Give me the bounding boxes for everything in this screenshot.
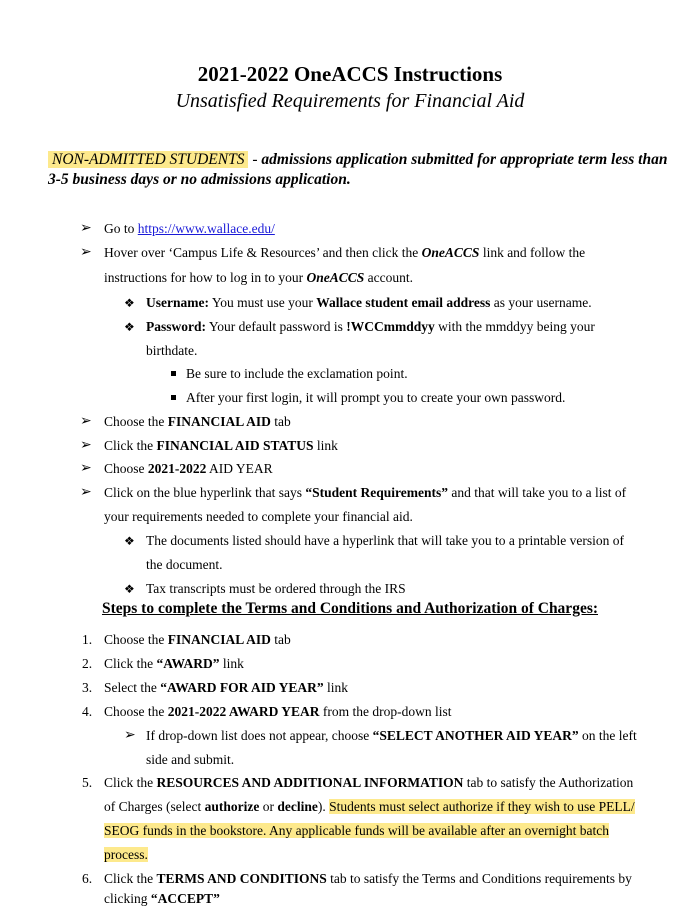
arrow-bullet-icon: ➢	[80, 414, 92, 429]
award-year-value-text: 2021-2022 AWARD YEAR	[167, 704, 320, 719]
numbered-step-6-line2	[104, 891, 220, 907]
numbered-step-5-line1	[104, 775, 633, 791]
number-6: 6.	[82, 871, 93, 886]
diamond-bullet-icon: ❖	[124, 296, 135, 310]
step4-sub-line2: side and submit.	[146, 752, 235, 767]
step-text: ).	[317, 799, 330, 814]
password-label: Password:	[146, 319, 206, 334]
step-text: tab	[270, 632, 291, 647]
numbered-step-5-line3	[104, 823, 609, 839]
step-text: tab to satisfy the Terms and Conditions requirements by	[326, 871, 632, 886]
username-line	[146, 295, 592, 311]
step-text: from the drop-down list	[319, 704, 452, 719]
step-text: Choose the	[104, 704, 168, 719]
arrow-bullet-icon: ➢	[124, 728, 136, 743]
step-choose-fa	[104, 414, 291, 430]
docs-line1: The documents listed should have a hyperlink that will take you to a printable version of	[146, 533, 625, 548]
step-text: If drop-down list does not appear, choose	[146, 728, 373, 743]
step-click-status	[104, 438, 338, 454]
wallace-link[interactable]: https://www.wallace.edu/	[137, 221, 275, 236]
docs-line2: the document.	[146, 557, 223, 572]
step-text: link and follow the	[479, 245, 586, 260]
step-text: on the left	[578, 728, 637, 743]
step-text: or	[259, 799, 278, 814]
diamond-bullet-icon: ❖	[124, 582, 135, 596]
step-text: with the mmddyy being your	[434, 319, 595, 334]
step-text: Click the	[104, 871, 157, 886]
step-text: Choose the	[104, 632, 168, 647]
step-text: Click the	[104, 775, 157, 790]
step-text: Click on the blue hyperlink that says	[104, 485, 306, 500]
step4-sub-line1	[146, 728, 637, 744]
step-click-blue-line2: your requirements needed to complete your financial aid.	[104, 509, 413, 524]
numbered-step-5-line4	[104, 847, 148, 863]
step-text: AID YEAR	[206, 461, 273, 476]
step-choose-year	[104, 461, 273, 477]
sub-bullet-first-login: After your first login, it will prompt you to create your own password.	[186, 390, 566, 405]
sub-bullet-exclamation: Be sure to include the exclamation point.	[186, 366, 408, 381]
fa-tab-text: FINANCIAL AID	[167, 414, 271, 429]
fa-status-text: FINANCIAL AID STATUS	[156, 438, 314, 453]
oneaccs-text: OneACCS	[306, 270, 365, 285]
step-text: Click the	[104, 438, 157, 453]
step-text: Your default password is	[206, 319, 347, 334]
step-text: Choose the	[104, 414, 168, 429]
document-subtitle: Unsatisfied Requirements for Financial Aid	[175, 90, 525, 112]
award-text: “AWARD”	[156, 656, 220, 671]
step-text: Hover over ‘Campus Life & Resources’ and then click the	[104, 245, 422, 260]
step-text: instructions for how to log in to your	[104, 270, 307, 285]
email-text: Wallace student email address	[316, 295, 491, 310]
password-line	[146, 319, 595, 335]
diamond-bullet-icon: ❖	[124, 320, 135, 334]
step-text: tab to satisfy the Authorization	[463, 775, 634, 790]
award-year-text: “AWARD FOR AID YEAR”	[160, 680, 324, 695]
step-text: as your username.	[490, 295, 592, 310]
highlighted-note: SEOG funds in the bookstore. Any applicable funds will be available after an overnight batch	[104, 823, 609, 838]
step-text: of Charges (select	[104, 799, 205, 814]
step-hover-line1	[104, 245, 585, 261]
number-3: 3.	[82, 680, 93, 695]
student-requirements-text: “Student Requirements”	[305, 485, 448, 500]
step-text: Select the	[104, 680, 161, 695]
highlighted-note: Students must select authorize if they wish to use PELL/	[329, 799, 635, 814]
document-title: 2021-2022 OneACCS Instructions	[197, 62, 503, 86]
oneaccs-text: OneACCS	[421, 245, 480, 260]
resources-tab-text: RESOURCES AND ADDITIONAL INFORMATION	[156, 775, 464, 790]
number-2: 2.	[82, 656, 93, 671]
step-text: clicking	[104, 891, 151, 906]
non-admitted-description: admissions application submitted for appropriate term less than 3-5 business days or no admissions application.	[48, 151, 668, 188]
non-admitted-paragraph	[48, 150, 668, 190]
step-text: link	[313, 438, 338, 453]
year-text: 2021-2022	[147, 461, 207, 476]
arrow-bullet-icon: ➢	[80, 245, 92, 260]
decline-text: decline	[277, 799, 318, 814]
arrow-bullet-icon: ➢	[80, 461, 92, 476]
step-text: Click the	[104, 656, 157, 671]
numbered-step-4	[104, 704, 452, 720]
tax-line: Tax transcripts must be ordered through the IRS	[146, 581, 406, 596]
step-text: tab	[270, 414, 291, 429]
diamond-bullet-icon: ❖	[124, 534, 135, 548]
terms-tab-text: TERMS AND CONDITIONS	[156, 871, 327, 886]
step-text: Go to	[104, 221, 138, 236]
highlighted-note: process.	[104, 847, 148, 862]
fa-tab-text: FINANCIAL AID	[167, 632, 271, 647]
numbered-step-5-line2	[104, 799, 635, 815]
select-another-year-text: “SELECT ANOTHER AID YEAR”	[372, 728, 579, 743]
square-bullet-icon	[171, 395, 176, 400]
step-text: Choose	[104, 461, 148, 476]
number-5: 5.	[82, 775, 93, 790]
section2-heading: Steps to complete the Terms and Conditions and Authorization of Charges:	[101, 600, 599, 617]
step-text: link	[323, 680, 349, 695]
step-click-blue-line1	[104, 485, 626, 501]
step-text: and that will take you to a list of	[447, 485, 627, 500]
step-go-to	[104, 221, 275, 237]
non-admitted-label: NON-ADMITTED STUDENTS	[48, 151, 248, 168]
step-hover-line2	[104, 270, 413, 286]
authorize-text: authorize	[204, 799, 260, 814]
default-password-text: !WCCmmddyy	[346, 319, 435, 334]
step-text: You must use your	[208, 295, 317, 310]
numbered-step-1	[104, 632, 291, 648]
username-label: Username:	[146, 295, 209, 310]
arrow-bullet-icon: ➢	[80, 221, 92, 236]
arrow-bullet-icon: ➢	[80, 438, 92, 453]
step-text: link	[219, 656, 244, 671]
arrow-bullet-icon: ➢	[80, 485, 92, 500]
numbered-step-6-line1	[104, 871, 632, 887]
separator: -	[248, 151, 262, 168]
number-1: 1.	[82, 632, 93, 647]
square-bullet-icon	[171, 371, 176, 376]
numbered-step-2	[104, 656, 244, 672]
password-line2: birthdate.	[146, 343, 198, 358]
number-4: 4.	[82, 704, 93, 719]
numbered-step-3	[104, 680, 348, 696]
accept-text: “ACCEPT”	[150, 891, 220, 906]
step-text: account.	[364, 270, 414, 285]
